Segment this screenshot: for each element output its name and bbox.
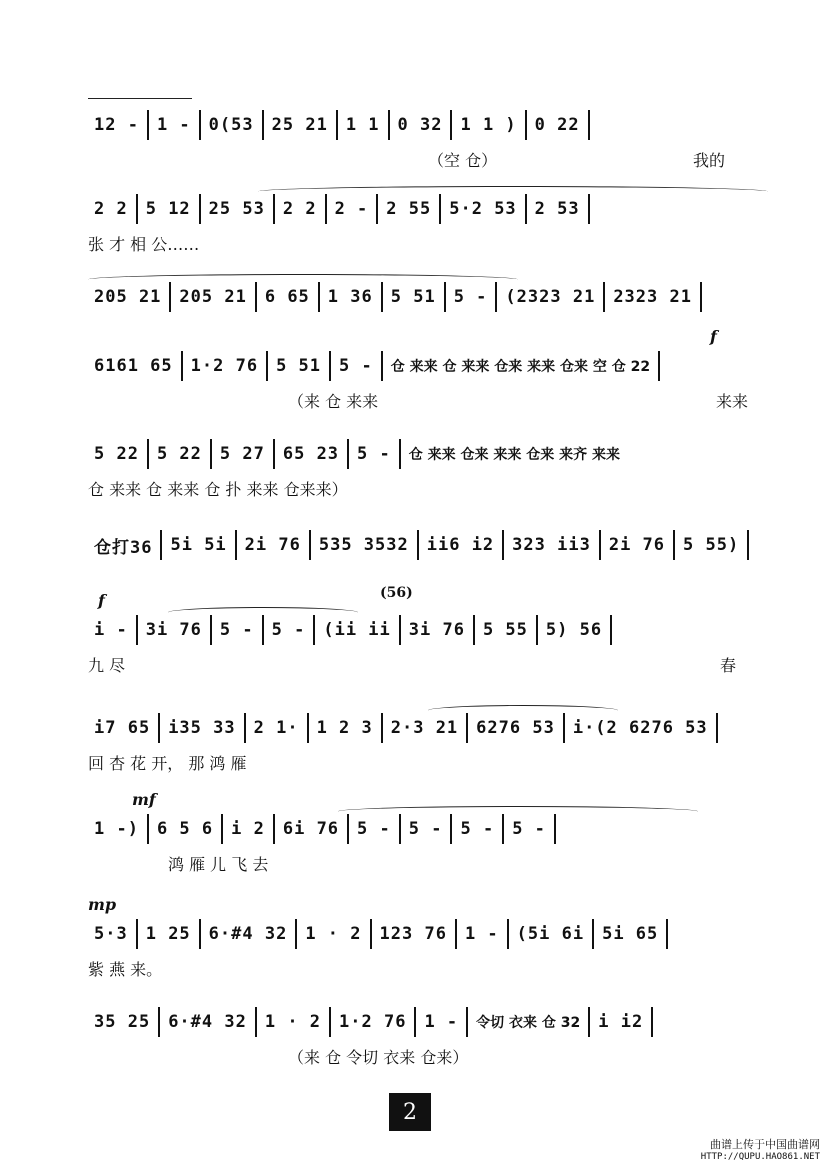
- measure: 5 -: [271, 620, 306, 640]
- barline: [158, 713, 160, 743]
- barline: [466, 713, 468, 743]
- measure: 仓 来来 仓来 来来 仓来 来齐 来来: [408, 447, 621, 463]
- measure: (2323 21: [505, 287, 596, 307]
- barline: [455, 919, 457, 949]
- measure: 1 -: [464, 924, 499, 944]
- measure: 5 -: [357, 444, 391, 464]
- watermark: [701, 1138, 820, 1164]
- barline: [313, 615, 315, 645]
- measure: 5·3: [94, 924, 128, 944]
- measure: 6276 53: [476, 718, 555, 738]
- barline: [160, 530, 162, 560]
- barline: [599, 530, 601, 560]
- barline: [399, 439, 401, 469]
- measure: 5 55): [683, 535, 740, 555]
- measure: 1 -): [94, 819, 139, 839]
- measure: 2323 21: [613, 287, 692, 307]
- notes-row: [88, 108, 768, 142]
- measure: 2 53: [534, 199, 580, 219]
- measure: i -: [94, 620, 128, 640]
- barline: [747, 530, 749, 560]
- lyric-text: 我的: [693, 151, 726, 170]
- lyric-text: 回 杏 花 开， 那 鸿 雁: [88, 754, 247, 773]
- barline: [273, 439, 275, 469]
- barline: [262, 110, 264, 140]
- notes-row: [88, 613, 768, 647]
- barline: [450, 110, 452, 140]
- barline: [235, 530, 237, 560]
- notes-row: [88, 528, 768, 562]
- barline: [716, 713, 718, 743]
- barline: [244, 713, 246, 743]
- measure: 65 23: [282, 444, 340, 464]
- barline: [325, 194, 327, 224]
- measure: 2 2: [282, 199, 317, 219]
- measure: 6·#4 32: [208, 924, 288, 944]
- barline: [525, 110, 527, 140]
- lyric-text: 仓 来来 仓 来来 仓 扑 来来 仓来来）: [88, 480, 348, 499]
- barline: [255, 1007, 257, 1037]
- lyric-row: [88, 957, 768, 981]
- barline: [221, 814, 223, 844]
- measure: (5i 6i: [516, 924, 585, 944]
- measure: 2 -: [334, 199, 369, 219]
- lyric-row: [88, 751, 768, 775]
- barline: [309, 530, 311, 560]
- lyric-text: （来 仓 令切 衣来 仓来）: [288, 1048, 469, 1067]
- barline: [388, 110, 390, 140]
- measure: 1·2 76: [339, 1012, 407, 1032]
- measure: 1 25: [145, 924, 191, 944]
- barline: [507, 919, 509, 949]
- barline: [473, 615, 475, 645]
- lyric-text: 紫 燕 来。: [88, 960, 163, 979]
- barline: [381, 351, 383, 381]
- dynamic-mark: f: [98, 591, 105, 610]
- notes-row: [88, 437, 768, 471]
- measure: 5 22: [94, 444, 139, 464]
- barline: [273, 194, 275, 224]
- barline: [673, 530, 675, 560]
- barline: [169, 282, 171, 312]
- page-number: 2: [389, 1093, 431, 1131]
- notes-row: [88, 917, 768, 951]
- barline: [273, 814, 275, 844]
- measure: 25 21: [271, 115, 328, 135]
- dynamic-mark: mf: [132, 790, 156, 809]
- measure: 1 1 ): [460, 115, 517, 135]
- barline: [136, 615, 138, 645]
- measure: 35 25: [94, 1012, 151, 1032]
- lyric-text: 张 才 相 公……: [88, 235, 200, 254]
- measure: 3i 76: [408, 620, 465, 640]
- barline: [336, 110, 338, 140]
- measure: 5i 65: [602, 924, 659, 944]
- dynamic-mark: mp: [88, 895, 117, 914]
- measure: 6161 65: [94, 356, 173, 376]
- barline: [147, 814, 149, 844]
- notes-row: [88, 192, 768, 226]
- barline: [295, 919, 297, 949]
- barline: [536, 615, 538, 645]
- measure: 2 55: [386, 199, 432, 219]
- measure: 1·2 76: [190, 356, 259, 376]
- measure: 205 21: [179, 287, 247, 307]
- measure: 5 12: [145, 199, 191, 219]
- measure: 5 -: [408, 819, 443, 839]
- measure: 2 2: [94, 199, 128, 219]
- lyric-text: （来 仓 来来: [288, 392, 379, 411]
- barline: [262, 615, 264, 645]
- notes-row: [88, 812, 768, 846]
- measure: 5 -: [512, 819, 546, 839]
- barline: [347, 814, 349, 844]
- barline: [136, 919, 138, 949]
- barline: [502, 530, 504, 560]
- barline: [181, 351, 183, 381]
- barline: [651, 1007, 653, 1037]
- lyric-row: [88, 1045, 768, 1069]
- measure: 5 22: [156, 444, 202, 464]
- measure: 5 -: [357, 819, 391, 839]
- measure: 1 · 2: [264, 1012, 322, 1032]
- barline: [444, 282, 446, 312]
- barline: [399, 814, 401, 844]
- measure: 12 -: [94, 115, 139, 135]
- measure: 5 -: [219, 620, 254, 640]
- measure: 6 5 6: [156, 819, 214, 839]
- barline: [199, 194, 201, 224]
- barline: [603, 282, 605, 312]
- measure: 1 36: [327, 287, 373, 307]
- measure: 1 1: [345, 115, 380, 135]
- measure: 1 · 2: [305, 924, 362, 944]
- barline: [495, 282, 497, 312]
- barline: [329, 1007, 331, 1037]
- barline: [329, 351, 331, 381]
- measure: 123 76: [379, 924, 447, 944]
- measure: 5·2 53: [449, 199, 517, 219]
- lyric-row: [88, 477, 768, 501]
- barline: [554, 814, 556, 844]
- measure: 6 65: [264, 287, 310, 307]
- measure: 323 ii3: [512, 535, 591, 555]
- measure: 2 1·: [253, 718, 299, 738]
- barline: [588, 194, 590, 224]
- barline: [610, 615, 612, 645]
- lyric-row: [88, 232, 768, 256]
- measure: 2i 76: [608, 535, 666, 555]
- barline: [700, 282, 702, 312]
- barline: [210, 439, 212, 469]
- lyric-row: [88, 852, 768, 876]
- measure: 5 55: [482, 620, 528, 640]
- measure: 5 -: [453, 287, 488, 307]
- barline: [370, 919, 372, 949]
- measure: 仓打36: [94, 537, 153, 558]
- barline: [439, 194, 441, 224]
- barline: [266, 351, 268, 381]
- measure: 5 51: [390, 287, 436, 307]
- measure: 3i 76: [145, 620, 202, 640]
- measure: i35 33: [168, 718, 236, 738]
- notes-row: [88, 280, 768, 314]
- measure: i 2: [231, 819, 265, 839]
- measure: 0 22: [534, 115, 580, 135]
- barline: [466, 1007, 468, 1037]
- barline: [381, 713, 383, 743]
- measure: 5 27: [219, 444, 265, 464]
- barline: [414, 1007, 416, 1037]
- measure: i7 65: [94, 718, 151, 738]
- slur-line: [88, 98, 192, 99]
- measure: 5 -: [460, 819, 495, 839]
- measure: 5 51: [276, 356, 322, 376]
- barline: [588, 110, 590, 140]
- barline: [592, 919, 594, 949]
- barline: [147, 439, 149, 469]
- barline: [588, 1007, 590, 1037]
- measure: 205 21: [94, 287, 162, 307]
- barline: [318, 282, 320, 312]
- measure: i i2: [598, 1012, 644, 1032]
- measure: (ii ii: [323, 620, 391, 640]
- measure: 535 3532: [318, 535, 409, 555]
- measure: 25 53: [208, 199, 265, 219]
- barline: [525, 194, 527, 224]
- barline: [199, 110, 201, 140]
- barline: [376, 194, 378, 224]
- barline: [502, 814, 504, 844]
- notes-row: [88, 711, 768, 745]
- notes-row: [88, 1005, 768, 1039]
- measure: 仓 来来 仓 来来 仓来 来来 仓来 空 仓 22: [390, 359, 651, 375]
- dynamic-mark: f: [710, 327, 717, 346]
- measure: 令切 衣来 仓 32: [476, 1015, 581, 1031]
- barline: [347, 439, 349, 469]
- measure: i·(2 6276 53: [572, 718, 708, 738]
- watermark-url: HTTP://QUPU.HAO861.NET: [700, 1152, 820, 1162]
- barline: [255, 282, 257, 312]
- measure: 5 -: [339, 356, 373, 376]
- measure: 1 2 3: [316, 718, 373, 738]
- barline: [399, 615, 401, 645]
- barline: [563, 713, 565, 743]
- notes-row: [88, 349, 768, 383]
- barline: [210, 615, 212, 645]
- measure: 6·#4 32: [168, 1012, 247, 1032]
- measure: 0(53: [208, 115, 254, 135]
- measure: 2i 76: [244, 535, 301, 555]
- measure: 1 -: [424, 1012, 459, 1032]
- barline: [136, 194, 138, 224]
- barline: [307, 713, 309, 743]
- barline: [381, 282, 383, 312]
- barline: [666, 919, 668, 949]
- lyric-row: [88, 653, 768, 677]
- barline: [658, 351, 660, 381]
- lyric-text: 鸿 雁 儿 飞 去: [168, 855, 269, 874]
- barline: [158, 1007, 160, 1037]
- rehearsal-marker: (56): [380, 585, 413, 601]
- measure: ii6 i2: [426, 535, 495, 555]
- measure: 6i 76: [282, 819, 340, 839]
- barline: [147, 110, 149, 140]
- lyric-text: 春: [720, 656, 737, 675]
- measure: 5) 56: [545, 620, 603, 640]
- measure: 1 -: [156, 115, 191, 135]
- barline: [450, 814, 452, 844]
- measure: 0 32: [397, 115, 443, 135]
- lyric-row: [88, 389, 768, 413]
- measure: 5i 5i: [170, 535, 227, 555]
- lyric-row: [88, 148, 768, 172]
- watermark-text: 曲谱上传于中国曲谱网: [710, 1138, 820, 1151]
- lyric-text: 九 尽: [88, 656, 126, 675]
- barline: [417, 530, 419, 560]
- measure: 2·3 21: [390, 718, 459, 738]
- lyric-text: （空 仓）: [428, 151, 498, 170]
- barline: [199, 919, 201, 949]
- lyric-text: 来来: [716, 392, 749, 411]
